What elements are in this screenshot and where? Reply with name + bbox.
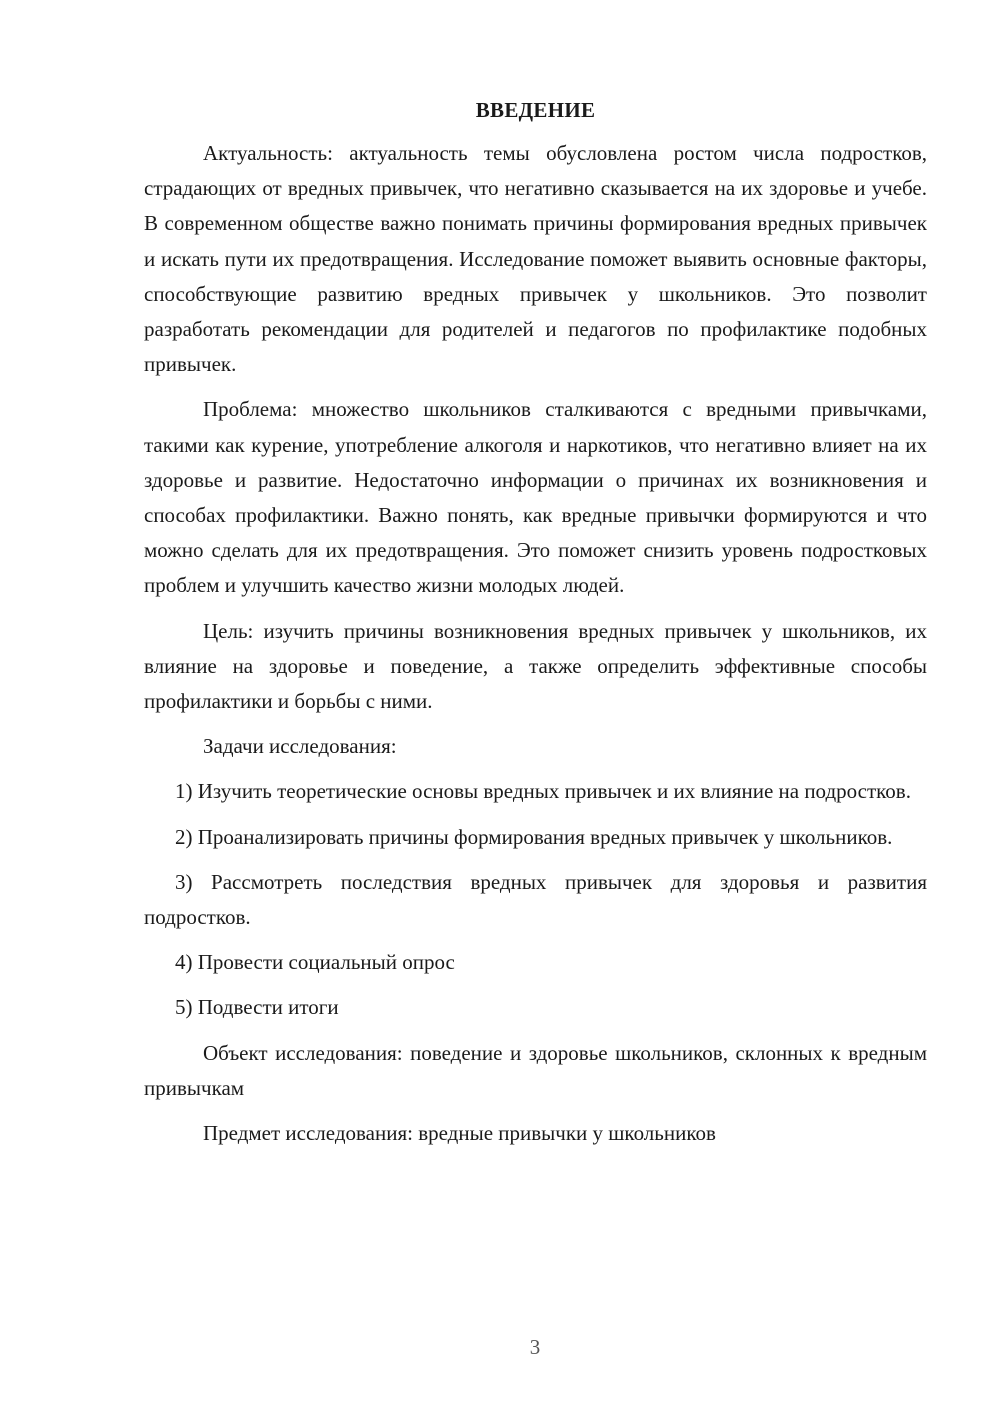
goal-paragraph: Цель: изучить причины возникновения вредных привычек у школьников, их влияние на здоровье и поведение, а также определить эффективные способы профилактики и борьбы с ними. (144, 618, 927, 714)
section-title: ВВЕДЕНИЕ (475, 98, 596, 122)
object-paragraph: Объект исследования: поведение и здоровье школьников, склонных к вредным привычкам (144, 1040, 927, 1100)
task-item-2: 2) Проанализировать причины формирования вредных привычек у школьников. (175, 824, 893, 849)
task-item-1: 1) Изучить теоретические основы вредных привычек и их влияние на подростков. (175, 779, 911, 804)
page-content (144, 96, 927, 1161)
task-item-3: 3) Рассмотреть последствия вредных привычек для здоровья и развития подростков. (144, 869, 927, 930)
page-number: 3 (529, 1335, 541, 1359)
subject-paragraph: Предмет исследования: вредные привычки у школьников (203, 1121, 716, 1146)
relevance-paragraph: Актуальность: актуальность темы обусловлена ростом числа подростков, страдающих от вредных привычек, что негативно сказывается на их здоровье и учебе. В современном обществе важно понимать причины формирования вредных привычек и искать пути их предотвращения. Исследование поможет выявить основные факторы, способствующие развитию вредных привычек у школьников. Это позволит разработать рекомендации для родителей и педагогов по профилактике подобных привычек. (144, 141, 927, 377)
task-item-5: 5) Подвести итоги (175, 995, 339, 1020)
problem-paragraph: Проблема: множество школьников сталкиваются с вредными привычками, такими как курение, употребление алкоголя и наркотиков, что негативно влияет на их здоровье и развитие. Недостаточно информации о причинах их возникновения и способах профилактики. Важно понять, как вредные привычки формируются и что можно сделать для их предотвращения. Это поможет снизить уровень подростковых проблем и улучшить качество жизни молодых людей. (144, 397, 927, 598)
task-item-4: 4) Провести социальный опрос (175, 950, 455, 975)
tasks-heading: Задачи исследования: (203, 734, 397, 759)
